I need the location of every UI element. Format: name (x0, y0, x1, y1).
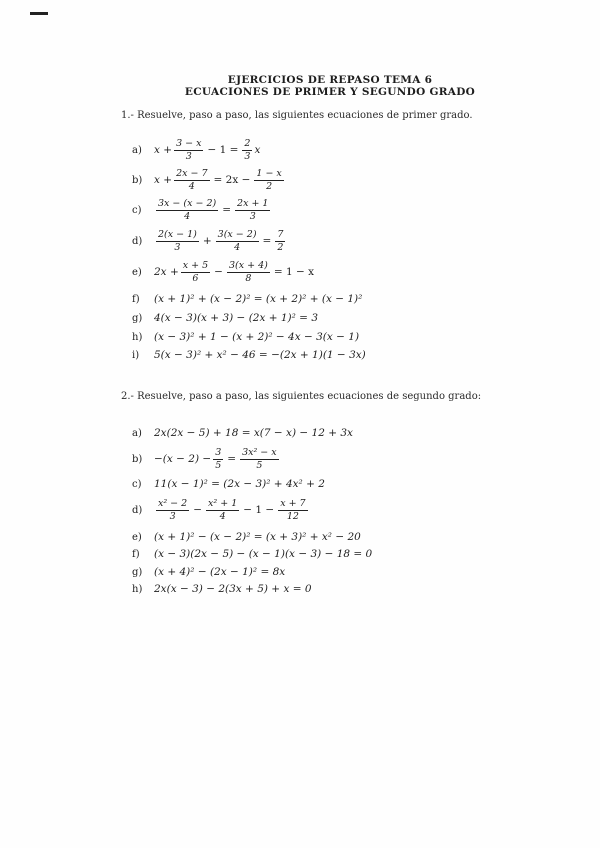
fraction: $\frac{2x + 1}{3}$ (237, 197, 269, 222)
fraction: $\frac{3 - x}{3}$ (176, 137, 202, 162)
equation-text: 2x(2x − 5) + 18 = x(7 − x) − 12 + 3x (154, 427, 353, 439)
item-label: h) (132, 331, 143, 343)
equation-text: (x − 3)² + 1 − (x + 2)² − 4x − 3(x − 1) (154, 331, 360, 343)
eq-term: + (202, 235, 212, 247)
equation-2h (132, 574, 312, 604)
item-label: f) (132, 293, 140, 305)
equation-1d (132, 226, 287, 256)
eq-term: −(x − 2) − (154, 453, 212, 465)
item-label: i) (132, 349, 140, 361)
equation-1a (132, 135, 260, 165)
item-label: b) (132, 453, 143, 465)
equation-text: (x + 4)² − (2x − 1)² = 8x (154, 566, 286, 578)
equation-text: 5(x − 3)² + x² − 46 = −(2x + 1)(1 − 3x) (154, 349, 366, 361)
item-label: c) (132, 204, 142, 216)
fraction: $\frac{x + 5}{6}$ (182, 259, 209, 284)
eq-term: = (227, 453, 237, 465)
fraction: $\frac{7}{2}$ (277, 228, 284, 253)
fraction: $\frac{\text{x² + 1}}{4}$ (208, 497, 238, 522)
fraction: $\frac{\text{x² − 2}}{3}$ (158, 497, 188, 522)
section1-heading: 1.- Resuelve, paso a paso, las siguientes ecuaciones de primer grado. (121, 110, 473, 121)
equation-1i (132, 340, 366, 370)
equation-2d (132, 495, 310, 525)
eq-term: = (222, 204, 232, 216)
equation-text: (x + 1)² − (x − 2)² = (x + 3)² + x² − 20 (154, 531, 361, 543)
eq-term: = 1 − x (273, 266, 315, 278)
item-label: a) (132, 427, 142, 439)
eq-term: − (193, 504, 203, 516)
eq-term: − 1 − (243, 504, 275, 516)
equation-text: 4(x − 3)(x + 3) − (2x + 1)² = 3 (154, 312, 319, 324)
fraction: $\frac{3(x - 2)}{4}$ (217, 228, 257, 253)
document-subtitle: ECUACIONES DE PRIMER Y SEGUNDO GRADO (184, 86, 476, 98)
fraction: $\frac{2(x - 1)}{3}$ (158, 228, 197, 253)
item-label: h) (132, 583, 143, 595)
equation-text: 11(x − 1)² = (2x − 3)² + 4x² + 2 (154, 478, 325, 490)
eq-term: x + (154, 144, 173, 156)
document-title: EJERCICIOS DE REPASO TEMA 6 (227, 74, 433, 86)
item-label: g) (132, 312, 143, 324)
item-label: g) (132, 566, 143, 578)
item-label: e) (132, 266, 142, 278)
fraction: $\frac{2}{3}$ (244, 137, 251, 162)
equation-1c (132, 195, 272, 225)
eq-term: − 1 = (207, 144, 239, 156)
fraction: $\frac{3}{5}$ (215, 446, 222, 471)
eq-term: x (254, 144, 261, 156)
scan-mark (30, 12, 48, 15)
fraction: $\frac{3(x + 4)}{8}$ (228, 259, 268, 284)
equation-text: (x − 3)(2x − 5) − (x − 1)(x − 3) − 18 = 0 (154, 548, 373, 560)
fraction: $\frac{1 - x}{2}$ (256, 167, 282, 192)
fraction: $\frac{x + 7}{12}$ (280, 497, 306, 522)
eq-term: = 2x − (213, 174, 251, 186)
item-label: b) (132, 174, 143, 186)
equation-1b (132, 165, 286, 195)
item-label: c) (132, 478, 142, 490)
fraction: $\frac{2x - 7}{4}$ (176, 167, 208, 192)
equation-1e (132, 257, 316, 287)
equation-text: (x + 1)² + (x − 2)² = (x + 2)² + (x − 1)² (154, 293, 363, 305)
eq-term: 2x + (154, 266, 179, 278)
eq-term: − (214, 266, 223, 278)
section2-heading: 2.- Resuelve, paso a paso, las siguientes ecuaciones de segundo grado: (121, 391, 482, 402)
fraction: $\frac{\text{3x² − x}}{5}$ (242, 446, 277, 471)
item-label: d) (132, 235, 143, 247)
eq-term: x + (154, 174, 173, 186)
eq-term: = (262, 235, 272, 247)
item-label: f) (132, 548, 140, 560)
item-label: e) (132, 531, 142, 543)
fraction: $\frac{3x - (x - 2)}{4}$ (158, 197, 217, 222)
equation-text: 2x(x − 3) − 2(3x + 5) + x = 0 (154, 583, 312, 595)
item-label: d) (132, 504, 143, 516)
item-label: a) (132, 144, 142, 156)
